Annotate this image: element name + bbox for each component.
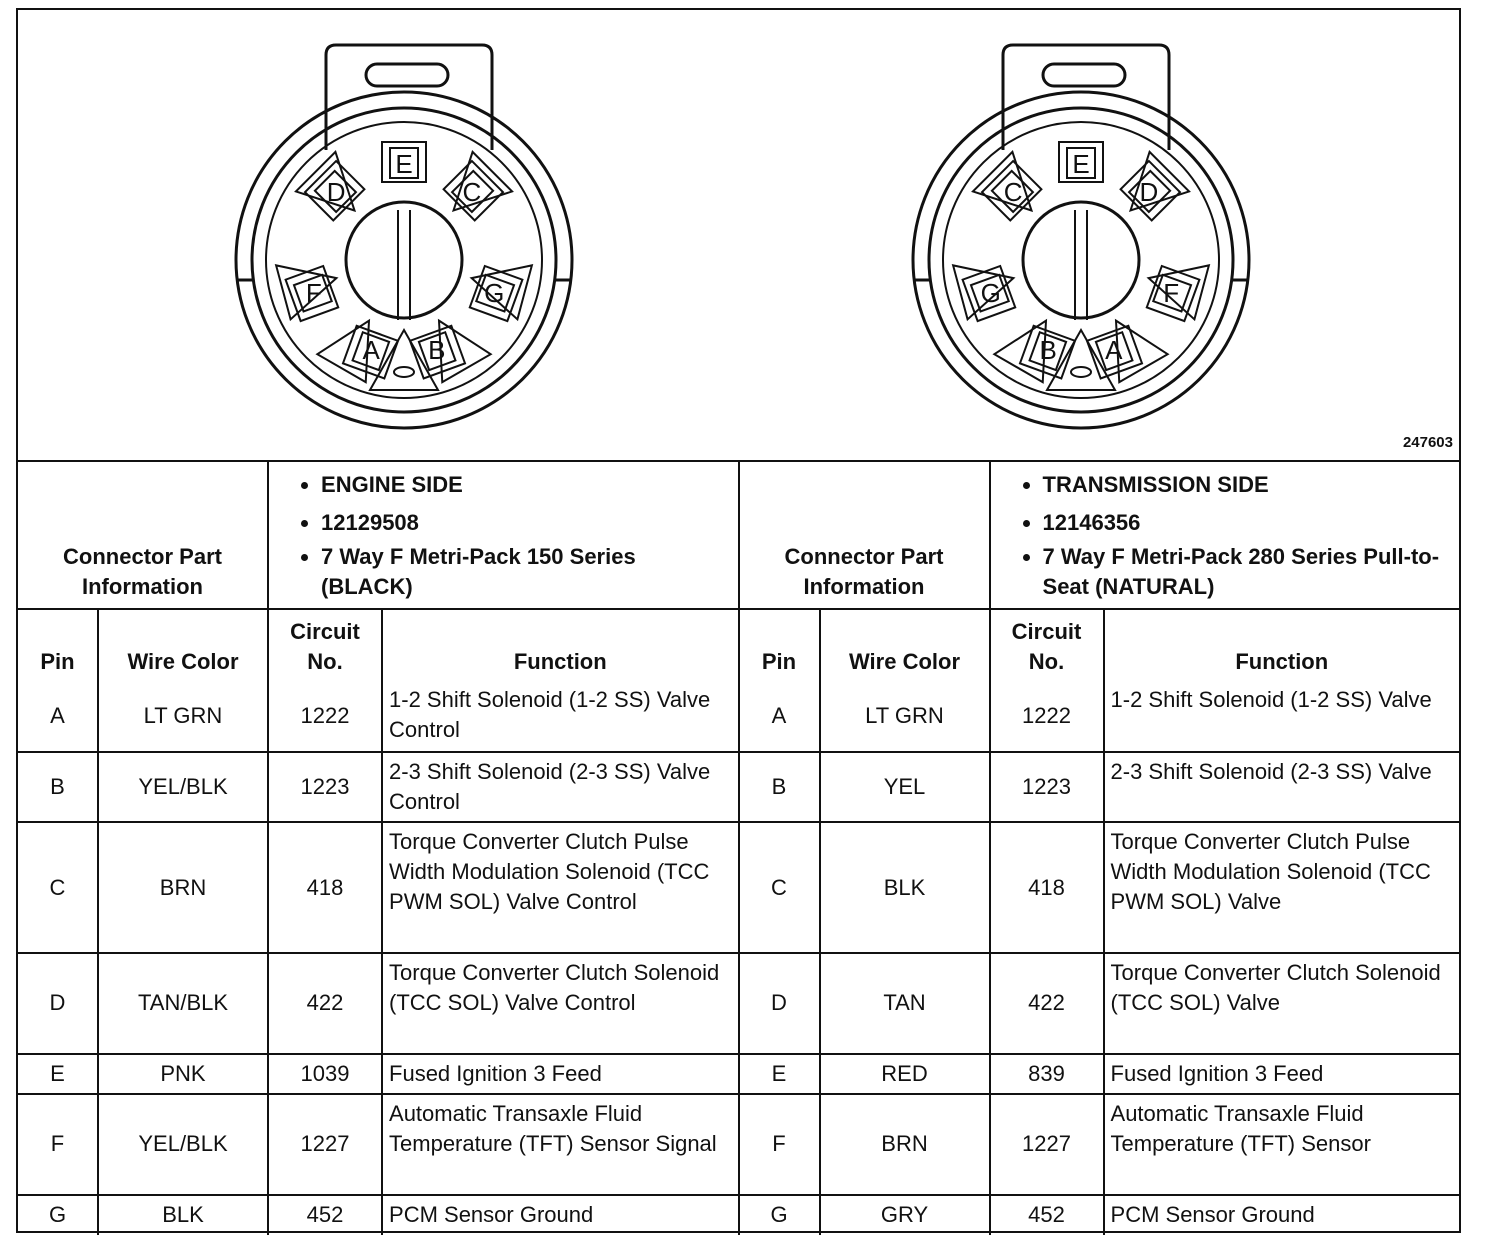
table-row	[18, 1054, 738, 1094]
connector-part-number: • 12129508	[321, 504, 731, 542]
pin-cavity	[963, 266, 1016, 321]
connector-description: • 7 Way F Metri-Pack 150 Series (BLACK)	[321, 542, 731, 602]
wire-color-cell: YEL	[820, 752, 990, 822]
circuit-cell: 452	[990, 1195, 1104, 1235]
connector-diagrams	[18, 10, 1459, 460]
latch-slot	[366, 64, 448, 86]
circuit-cell: 1227	[268, 1094, 382, 1195]
table-row	[740, 752, 1460, 822]
wire-color-cell: BLK	[820, 822, 990, 953]
wire-color-cell: BRN	[820, 1094, 990, 1195]
function-cell: Automatic Transaxle Fluid Temperature (TFT) Sensor Signal	[382, 1094, 737, 1195]
pin-label: A	[362, 335, 380, 366]
pin-cell: G	[18, 1195, 98, 1235]
pin-cavity	[1087, 326, 1142, 379]
engine-pin-rows	[18, 681, 738, 1235]
function-cell: Fused Ignition 3 Feed	[382, 1054, 737, 1094]
wire-color-cell: YEL/BLK	[98, 752, 268, 822]
function-cell: Torque Converter Clutch Pulse Width Modulation Solenoid (TCC PWM SOL) Valve Control	[382, 822, 737, 953]
pin-cell: C	[18, 822, 98, 953]
pin-cell: D	[18, 953, 98, 1054]
engine-side-table	[18, 462, 738, 1235]
wire-color-cell: GRY	[820, 1195, 990, 1235]
function-cell: 1-2 Shift Solenoid (1-2 SS) Valve	[1104, 681, 1459, 751]
wire-color-cell: BLK	[98, 1195, 268, 1235]
pin-label: B	[428, 335, 446, 366]
circuit-cell: 839	[990, 1054, 1104, 1094]
function-cell: Torque Converter Clutch Solenoid (TCC SOL) Valve	[1104, 953, 1459, 1054]
table-row	[18, 822, 738, 953]
pin-cell: B	[18, 752, 98, 822]
pin-label: G	[484, 277, 505, 308]
pin-cavity	[470, 266, 523, 321]
wire-color-cell: LT GRN	[98, 681, 268, 751]
wire-color-cell: TAN	[820, 953, 990, 1054]
connector-sheet	[16, 8, 1461, 1233]
pin-cavity	[1059, 142, 1103, 182]
pin-cavity	[286, 266, 339, 321]
table-row	[18, 1094, 738, 1195]
pin-cell: C	[740, 822, 820, 953]
wire-color-cell: TAN/BLK	[98, 953, 268, 1054]
transmission-side-table	[738, 462, 1460, 1235]
connector-illustration	[18, 10, 1459, 460]
pin-label: E	[395, 149, 413, 179]
circuit-cell: 1222	[990, 681, 1104, 751]
table-row	[18, 1195, 738, 1235]
pin-cell: E	[18, 1054, 98, 1094]
pin-label: F	[1163, 277, 1180, 308]
circuit-cell: 418	[268, 822, 382, 953]
wire-color-cell: PNK	[98, 1054, 268, 1094]
pin-cell: A	[18, 681, 98, 751]
pin-label: C	[462, 177, 482, 208]
pin-cavity	[1147, 266, 1200, 321]
connector-info-label: Connector Part Information	[18, 462, 268, 609]
wire-color-cell: BRN	[98, 822, 268, 953]
pin-label: C	[1003, 177, 1023, 208]
function-cell: Torque Converter Clutch Solenoid (TCC SOL) Valve Control	[382, 953, 737, 1054]
function-cell: Automatic Transaxle Fluid Temperature (TFT) Sensor	[1104, 1094, 1459, 1195]
circuit-cell: 452	[268, 1195, 382, 1235]
wire-color-cell: RED	[820, 1054, 990, 1094]
connector-info-label: Connector Part Information	[740, 462, 990, 609]
function-cell: PCM Sensor Ground	[382, 1195, 737, 1235]
function-cell: Torque Converter Clutch Pulse Width Modulation Solenoid (TCC PWM SOL) Valve	[1104, 822, 1459, 953]
table-row	[740, 1054, 1460, 1094]
connector-face-0	[236, 45, 572, 428]
connector-info	[268, 462, 737, 609]
circuit-header: Circuit No.	[990, 609, 1104, 681]
connector-part-number: • 12146356	[1043, 504, 1453, 542]
wire-color-header: Wire Color	[98, 609, 268, 681]
pin-label: F	[305, 277, 322, 308]
table-row	[740, 822, 1460, 953]
pin-label: A	[1105, 335, 1123, 366]
table-row	[18, 752, 738, 822]
pin-label: D	[326, 177, 346, 208]
pin-cavity	[410, 326, 465, 379]
center-hub	[1023, 202, 1139, 318]
pin-cell: F	[18, 1094, 98, 1195]
pin-cavity	[1020, 326, 1075, 379]
circuit-header: Circuit No.	[268, 609, 382, 681]
function-cell: Fused Ignition 3 Feed	[1104, 1054, 1459, 1094]
function-cell: 2-3 Shift Solenoid (2-3 SS) Valve Control	[382, 752, 737, 822]
table-row	[740, 681, 1460, 751]
center-hub	[346, 202, 462, 318]
pin-label: D	[1139, 177, 1159, 208]
wire-color-cell: YEL/BLK	[98, 1094, 268, 1195]
pin-label: B	[1039, 335, 1057, 366]
pin-label: G	[980, 277, 1001, 308]
pin-cavity	[343, 326, 398, 379]
pin-cell: A	[740, 681, 820, 751]
circuit-cell: 1223	[990, 752, 1104, 822]
connector-info	[990, 462, 1459, 609]
pin-cell: G	[740, 1195, 820, 1235]
table-row	[740, 1195, 1460, 1235]
function-cell: PCM Sensor Ground	[1104, 1195, 1459, 1235]
function-header: Function	[382, 609, 737, 681]
table-row	[18, 953, 738, 1054]
table-row	[740, 1094, 1460, 1195]
connector-face-1	[913, 45, 1249, 428]
pin-cell: B	[740, 752, 820, 822]
pin-cell: F	[740, 1094, 820, 1195]
pin-header: Pin	[18, 609, 98, 681]
table-row	[18, 681, 738, 751]
circuit-cell: 418	[990, 822, 1104, 953]
table-row	[740, 953, 1460, 1054]
latch-tab	[326, 45, 492, 150]
connector-description: • 7 Way F Metri-Pack 280 Series Pull-to-Seat (NATURAL)	[1043, 542, 1453, 602]
pinout-tables	[18, 460, 1459, 1235]
wire-color-cell: LT GRN	[820, 681, 990, 751]
pin-cavity	[382, 142, 426, 182]
circuit-cell: 422	[990, 953, 1104, 1054]
latch-tab	[1003, 45, 1169, 150]
function-cell: 2-3 Shift Solenoid (2-3 SS) Valve	[1104, 752, 1459, 822]
wire-color-header: Wire Color	[820, 609, 990, 681]
circuit-cell: 422	[268, 953, 382, 1054]
function-cell: 1-2 Shift Solenoid (1-2 SS) Valve Control	[382, 681, 737, 751]
circuit-cell: 1227	[990, 1094, 1104, 1195]
pin-cell: E	[740, 1054, 820, 1094]
pin-cell: D	[740, 953, 820, 1054]
pin-header: Pin	[740, 609, 820, 681]
pin-label: E	[1072, 149, 1090, 179]
transmission-pin-rows	[740, 681, 1460, 1235]
circuit-cell: 1223	[268, 752, 382, 822]
figure-number: 247603	[1402, 434, 1453, 451]
circuit-cell: 1222	[268, 681, 382, 751]
circuit-cell: 1039	[268, 1054, 382, 1094]
connector-side: • TRANSMISSION SIDE	[1043, 466, 1453, 504]
function-header: Function	[1104, 609, 1459, 681]
connector-side: • ENGINE SIDE	[321, 466, 731, 504]
latch-slot	[1043, 64, 1125, 86]
